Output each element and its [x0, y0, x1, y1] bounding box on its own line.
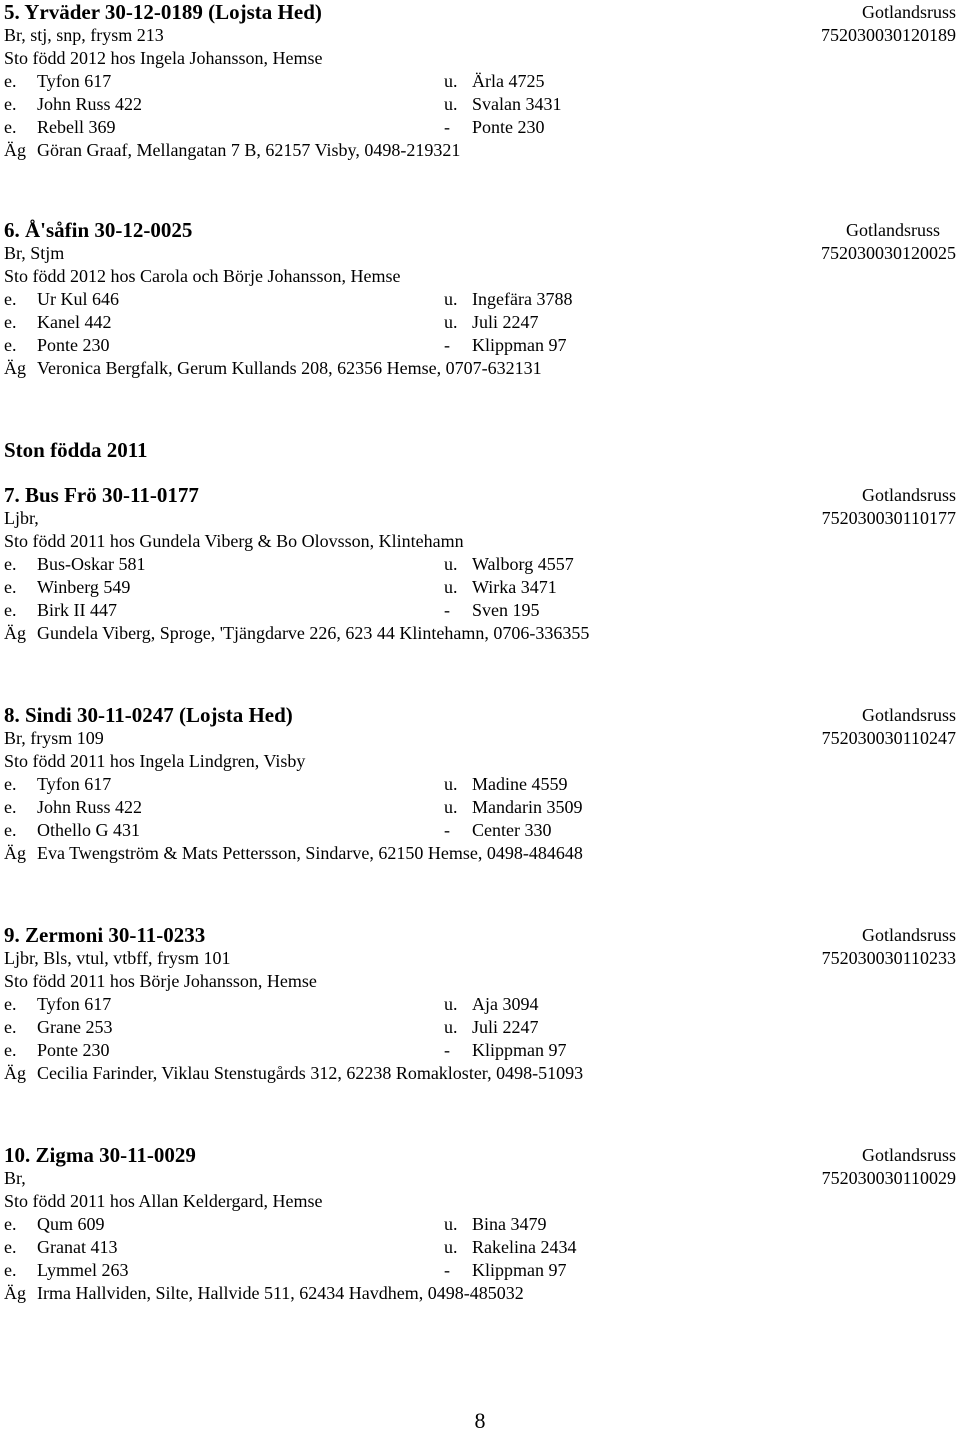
sire-name: Tyfon 617	[37, 774, 112, 794]
sire-name: Kanel 442	[37, 312, 112, 332]
born-line	[4, 47, 956, 70]
dam-label: -	[444, 1040, 450, 1060]
section-heading: Ston födda 2011	[4, 438, 148, 462]
entry-6	[4, 218, 956, 380]
pedigree-row	[4, 599, 956, 622]
owner-line	[4, 1062, 956, 1085]
dam-name: Aja 3094	[472, 994, 539, 1014]
dam-label: u.	[444, 1017, 458, 1037]
dam-label: u.	[444, 312, 458, 332]
sire-label: e.	[4, 600, 17, 620]
entry-title-line	[4, 1143, 956, 1167]
description: Br, stj, snp, frysm 213	[4, 25, 164, 45]
sire-label: e.	[4, 554, 17, 574]
entry-5	[4, 0, 956, 162]
sire-name: Tyfon 617	[37, 994, 112, 1014]
dam-label: u.	[444, 94, 458, 114]
sire-name: Ponte 230	[37, 1040, 110, 1060]
born-info: Sto född 2012 hos Carola och Börje Johansson, Hemse	[4, 266, 401, 286]
owner-label: Äg	[4, 1063, 26, 1083]
pedigree-row	[4, 1213, 956, 1236]
pedigree-row	[4, 1016, 956, 1039]
sire-label: e.	[4, 94, 17, 114]
dam-name: Rakelina 2434	[472, 1237, 577, 1257]
registration-number: 752030030110247	[821, 728, 956, 748]
sire-label: e.	[4, 1214, 17, 1234]
owner-line	[4, 357, 956, 380]
pedigree-row	[4, 334, 956, 357]
dam-label: u.	[444, 289, 458, 309]
breed: Gotlandsruss	[846, 220, 940, 240]
entry-title: 10. Zigma 30-11-0029	[4, 1143, 196, 1167]
pedigree-row	[4, 993, 956, 1016]
sire-label: e.	[4, 797, 17, 817]
sire-label: e.	[4, 1260, 17, 1280]
breed: Gotlandsruss	[862, 485, 956, 505]
registration-number: 752030030110029	[821, 1168, 956, 1188]
sire-label: e.	[4, 1017, 17, 1037]
entry-9	[4, 923, 956, 1085]
pedigree-row	[4, 819, 956, 842]
breed: Gotlandsruss	[862, 705, 956, 725]
entry-title-line	[4, 0, 956, 24]
pedigree-row	[4, 70, 956, 93]
description-line	[4, 947, 956, 970]
dam-name: Walborg 4557	[472, 554, 574, 574]
sire-name: Ur Kul 646	[37, 289, 119, 309]
entry-title: 5. Yrväder 30-12-0189 (Lojsta Hed)	[4, 0, 322, 24]
dam-label: u.	[444, 71, 458, 91]
dam-name: Sven 195	[472, 600, 540, 620]
entry-title-line	[4, 703, 956, 727]
registration-number: 752030030120025	[821, 243, 956, 263]
sire-label: e.	[4, 335, 17, 355]
description-line	[4, 727, 956, 750]
entry-title-line	[4, 483, 956, 507]
owner-info: Eva Twengström & Mats Pettersson, Sindarve, 62150 Hemse, 0498-484648	[37, 843, 583, 863]
entry-title-line	[4, 218, 956, 242]
owner-label: Äg	[4, 358, 26, 378]
dam-name: Ingefära 3788	[472, 289, 573, 309]
breed: Gotlandsruss	[862, 1145, 956, 1165]
dam-name: Bina 3479	[472, 1214, 547, 1234]
owner-line	[4, 842, 956, 865]
sire-name: Tyfon 617	[37, 71, 112, 91]
page-number: 8	[474, 1408, 486, 1433]
dam-label: -	[444, 117, 450, 137]
pedigree-row	[4, 1236, 956, 1259]
entry-title: 6. Å'såfin 30-12-0025	[4, 218, 193, 242]
sire-label: e.	[4, 289, 17, 309]
sire-name: Grane 253	[37, 1017, 113, 1037]
entry-10	[4, 1143, 956, 1305]
dam-name: Center 330	[472, 820, 552, 840]
entry-title: 9. Zermoni 30-11-0233	[4, 923, 206, 947]
dam-name: Klippman 97	[472, 335, 567, 355]
dam-label: u.	[444, 577, 458, 597]
dam-label: -	[444, 600, 450, 620]
owner-line	[4, 622, 956, 645]
sire-name: Lymmel 263	[37, 1260, 129, 1280]
dam-label: u.	[444, 797, 458, 817]
pedigree-row	[4, 116, 956, 139]
sire-name: Rebell 369	[37, 117, 116, 137]
born-line	[4, 1190, 956, 1213]
sire-name: John Russ 422	[37, 94, 143, 114]
born-info: Sto född 2011 hos Allan Keldergard, Hemse	[4, 1191, 323, 1211]
born-info: Sto född 2011 hos Börje Johansson, Hemse	[4, 971, 317, 991]
entry-7	[4, 483, 956, 645]
owner-label: Äg	[4, 843, 26, 863]
sire-name: Othello G 431	[37, 820, 140, 840]
entry-title-line	[4, 923, 956, 947]
breed: Gotlandsruss	[862, 2, 956, 22]
owner-info: Irma Hallviden, Silte, Hallvide 511, 62434 Havdhem, 0498-485032	[37, 1283, 524, 1303]
description-line	[4, 242, 956, 265]
dam-name: Mandarin 3509	[472, 797, 583, 817]
dam-name: Svalan 3431	[472, 94, 562, 114]
description: Ljbr,	[4, 508, 39, 528]
born-line	[4, 265, 956, 288]
owner-label: Äg	[4, 1283, 26, 1303]
born-line	[4, 750, 956, 773]
sire-name: Birk II 447	[37, 600, 117, 620]
owner-line	[4, 139, 956, 162]
description: Br,	[4, 1168, 26, 1188]
dam-label: u.	[444, 774, 458, 794]
pedigree-row	[4, 288, 956, 311]
sire-name: Winberg 549	[37, 577, 131, 597]
born-info: Sto född 2011 hos Gundela Viberg & Bo Olovsson, Klintehamn	[4, 531, 464, 551]
pedigree-row	[4, 1259, 956, 1282]
pedigree-row	[4, 311, 956, 334]
registration-number: 752030030110177	[821, 508, 956, 528]
pedigree-row	[4, 93, 956, 116]
dam-label: -	[444, 335, 450, 355]
description-line	[4, 1167, 956, 1190]
sire-label: e.	[4, 71, 17, 91]
owner-label: Äg	[4, 623, 26, 643]
sire-name: Granat 413	[37, 1237, 118, 1257]
sire-label: e.	[4, 117, 17, 137]
owner-line	[4, 1282, 956, 1305]
owner-label: Äg	[4, 140, 26, 160]
sire-name: John Russ 422	[37, 797, 143, 817]
owner-info: Veronica Bergfalk, Gerum Kullands 208, 62356 Hemse, 0707-632131	[37, 358, 542, 378]
dam-name: Ärla 4725	[472, 71, 545, 91]
entry-title: 7. Bus Frö 30-11-0177	[4, 483, 199, 507]
born-info: Sto född 2011 hos Ingela Lindgren, Visby	[4, 751, 306, 771]
dam-label: u.	[444, 994, 458, 1014]
dam-name: Klippman 97	[472, 1260, 567, 1280]
description: Br, frysm 109	[4, 728, 104, 748]
dam-name: Ponte 230	[472, 117, 545, 137]
dam-name: Juli 2247	[472, 1017, 539, 1037]
dam-label: -	[444, 820, 450, 840]
owner-info: Göran Graaf, Mellangatan 7 B, 62157 Visby, 0498-219321	[37, 140, 461, 160]
dam-label: u.	[444, 1214, 458, 1234]
pedigree-row	[4, 796, 956, 819]
dam-name: Wirka 3471	[472, 577, 557, 597]
pedigree-row	[4, 1039, 956, 1062]
dam-label: u.	[444, 1237, 458, 1257]
registration-number: 752030030120189	[821, 25, 956, 45]
entry-8	[4, 703, 956, 865]
owner-info: Cecilia Farinder, Viklau Stenstugårds 312, 62238 Romakloster, 0498-51093	[37, 1063, 584, 1083]
entry-title: 8. Sindi 30-11-0247 (Lojsta Hed)	[4, 703, 293, 727]
dam-name: Klippman 97	[472, 1040, 567, 1060]
sire-label: e.	[4, 312, 17, 332]
born-line	[4, 970, 956, 993]
sire-label: e.	[4, 1237, 17, 1257]
sire-label: e.	[4, 577, 17, 597]
born-line	[4, 530, 956, 553]
breed: Gotlandsruss	[862, 925, 956, 945]
sire-label: e.	[4, 774, 17, 794]
description: Br, Stjm	[4, 243, 65, 263]
description: Ljbr, Bls, vtul, vtbff, frysm 101	[4, 948, 231, 968]
pedigree-row	[4, 576, 956, 599]
registration-number: 752030030110233	[821, 948, 956, 968]
description-line	[4, 507, 956, 530]
description-line	[4, 24, 956, 47]
dam-label: -	[444, 1260, 450, 1280]
dam-label: u.	[444, 554, 458, 574]
sire-name: Bus-Oskar 581	[37, 554, 146, 574]
owner-info: Gundela Viberg, Sproge, 'Tjängdarve 226, 623 44 Klintehamn, 0706-336355	[37, 623, 590, 643]
sire-label: e.	[4, 1040, 17, 1060]
born-info: Sto född 2012 hos Ingela Johansson, Hemse	[4, 48, 323, 68]
sire-name: Ponte 230	[37, 335, 110, 355]
sire-name: Qum 609	[37, 1214, 105, 1234]
pedigree-row	[4, 553, 956, 576]
dam-name: Juli 2247	[472, 312, 539, 332]
sire-label: e.	[4, 994, 17, 1014]
pedigree-row	[4, 773, 956, 796]
sire-label: e.	[4, 820, 17, 840]
dam-name: Madine 4559	[472, 774, 568, 794]
